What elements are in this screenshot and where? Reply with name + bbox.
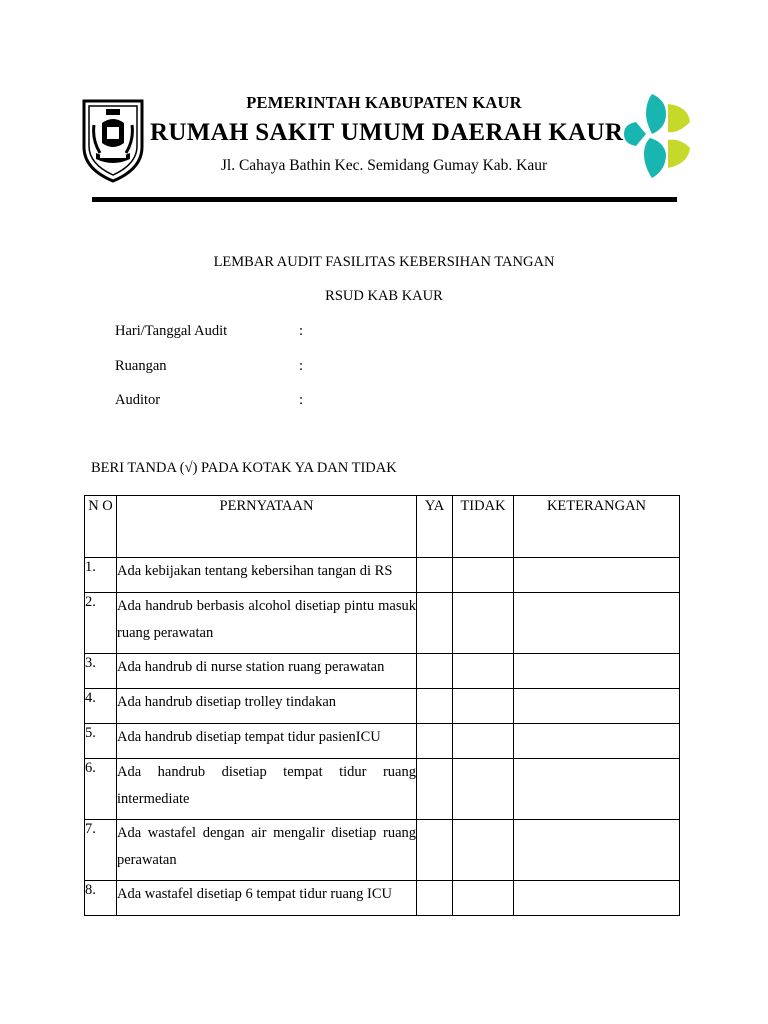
field-label: Hari/Tanggal Audit: [115, 323, 228, 339]
row-statement: Ada handrub disetiap tempat tidur pasienICU: [117, 724, 417, 759]
ya-checkbox-cell[interactable]: [417, 654, 453, 689]
field-room: [115, 358, 304, 375]
field-label: Ruangan: [115, 358, 167, 374]
row-number: 8.: [85, 881, 117, 916]
table-row: [85, 593, 680, 654]
table-row: [85, 724, 680, 759]
header-ya: YA: [417, 496, 453, 558]
row-number: 2.: [85, 593, 117, 654]
kemenkes-leaf-logo-icon: [622, 92, 692, 180]
row-number: 7.: [85, 820, 117, 881]
table-row: [85, 558, 680, 593]
row-statement: Ada wastafel dengan air mengalir disetiap ruang perawatan: [117, 820, 417, 881]
tidak-checkbox-cell[interactable]: [453, 820, 514, 881]
header-tidak: TIDAK: [453, 496, 514, 558]
keterangan-cell[interactable]: [514, 558, 680, 593]
table-header-row: [85, 496, 680, 558]
header-divider: [92, 197, 677, 202]
field-auditor: [115, 392, 304, 409]
ya-checkbox-cell[interactable]: [417, 558, 453, 593]
header-keterangan: KETERANGAN: [514, 496, 680, 558]
keterangan-cell[interactable]: [514, 654, 680, 689]
row-statement: Ada handrub di nurse station ruang perawatan: [117, 654, 417, 689]
field-colon: :: [299, 392, 304, 408]
header-no: N O: [85, 496, 117, 558]
keterangan-cell[interactable]: [514, 593, 680, 654]
keterangan-cell[interactable]: [514, 881, 680, 916]
keterangan-cell[interactable]: [514, 689, 680, 724]
row-number: 5.: [85, 724, 117, 759]
row-statement: Ada handrub disetiap tempat tidur ruang intermediate: [117, 759, 417, 820]
keterangan-cell[interactable]: [514, 724, 680, 759]
table-row: [85, 820, 680, 881]
row-statement: Ada handrub berbasis alcohol disetiap pintu masuk ruang perawatan: [117, 593, 417, 654]
government-heading: PEMERINTAH KABUPATEN KAUR: [246, 93, 522, 112]
tidak-checkbox-cell[interactable]: [453, 881, 514, 916]
keterangan-cell[interactable]: [514, 820, 680, 881]
header-statement: PERNYATAAN: [117, 496, 417, 558]
tidak-checkbox-cell[interactable]: [453, 654, 514, 689]
tidak-checkbox-cell[interactable]: [453, 724, 514, 759]
hospital-address: Jl. Cahaya Bathin Kec. Semidang Gumay Kab. Kaur: [220, 157, 548, 174]
ya-checkbox-cell[interactable]: [417, 724, 453, 759]
field-audit-date: [115, 323, 304, 340]
row-statement: Ada handrub disetiap trolley tindakan: [117, 689, 417, 724]
tidak-checkbox-cell[interactable]: [453, 759, 514, 820]
field-label: Auditor: [115, 392, 161, 408]
row-number: 3.: [85, 654, 117, 689]
kaur-regency-crest-icon: [80, 95, 146, 183]
table-row: [85, 881, 680, 916]
keterangan-cell[interactable]: [514, 759, 680, 820]
hospital-name: RUMAH SAKIT UMUM DAERAH KAUR: [150, 119, 624, 146]
document-subtitle: RSUD KAB KAUR: [325, 288, 443, 304]
row-number: 1.: [85, 558, 117, 593]
tidak-checkbox-cell[interactable]: [453, 558, 514, 593]
row-statement: Ada wastafel disetiap 6 tempat tidur ruang ICU: [117, 881, 417, 916]
ya-checkbox-cell[interactable]: [417, 593, 453, 654]
table-row: [85, 689, 680, 724]
row-statement: Ada kebijakan tentang kebersihan tangan di RS: [117, 558, 417, 593]
tidak-checkbox-cell[interactable]: [453, 593, 514, 654]
field-colon: :: [299, 323, 304, 339]
audit-table: [84, 495, 680, 916]
tidak-checkbox-cell[interactable]: [453, 689, 514, 724]
table-row: [85, 654, 680, 689]
row-number: 6.: [85, 759, 117, 820]
ya-checkbox-cell[interactable]: [417, 881, 453, 916]
row-number: 4.: [85, 689, 117, 724]
ya-checkbox-cell[interactable]: [417, 759, 453, 820]
instruction-text: BERI TANDA (√) PADA KOTAK YA DAN TIDAK: [91, 460, 397, 476]
field-colon: :: [299, 358, 304, 374]
table-row: [85, 759, 680, 820]
document-title: LEMBAR AUDIT FASILITAS KEBERSIHAN TANGAN: [213, 254, 555, 270]
ya-checkbox-cell[interactable]: [417, 820, 453, 881]
ya-checkbox-cell[interactable]: [417, 689, 453, 724]
